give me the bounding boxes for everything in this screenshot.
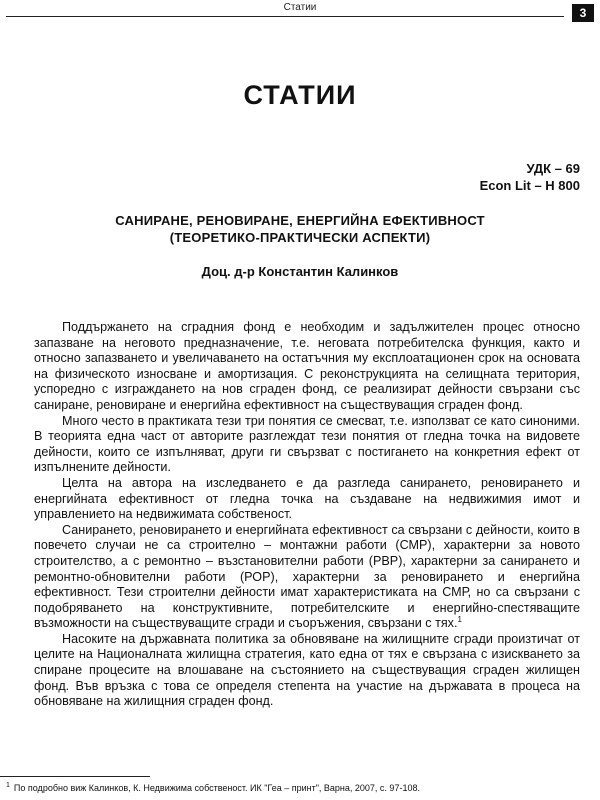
article-title-line2: (ТЕОРЕТИКО-ПРАКТИЧЕСКИ АСПЕКТИ) [169,230,431,245]
header-rule [6,16,564,17]
running-title: Статии [283,2,317,13]
author-name: Доц. д-р Константин Калинков [201,264,399,279]
section-title: СТАТИИ [243,80,357,110]
paragraph-4-text: Санирането, реновирането и енергийната ефективност са свързани с дейности, които в повечето случаи не са строително – монтажни работи (СМР), характерни за новото строителство, а с ремонтно – възстановителни работи (РВР), характерни за санирането и ремонтно-обновителни работи (РОР), характерни за реновирането и енергийна ефективност. Тези строителни дейности имат характеристиката на СМР, но са свързани с подобряването на конструктивните, потребителските и енергийно-спестяващите възможности на съществуващите сгради и съоръжения, свързани с тях. [34,522,580,631]
article-body [34,320,580,710]
article-title [40,212,560,246]
footnote-text: По подробно виж Калинков, К. Недвижима собственост. ИК "Геа – принт", Варна, 2007, с. 97-108. [13,783,420,793]
running-header [0,0,600,20]
udc-code: УДК – 69 [526,161,580,176]
econlit-code: Econ Lit – H 800 [479,178,580,193]
paragraph-4 [34,523,580,632]
page-number: 3 [572,4,594,22]
paragraph-1: Поддържането на сградния фонд е необходим и задължителен процес относно запазване на неговото предназначение, т.е. неговата потребителска функция, както и относно запазването и увеличаването на остатъчния му експлоатационен срок на основата на физическото износване и амортизация. С реконструкцията на селищната територия, успоредно с изграждането на нов сграден фонд, се реализират дейности свързани със саниране, реновиране и енергийна ефективност на съществуващия сграден фонд. [34,320,580,412]
footnote-divider [0,776,150,777]
footnote-number: 1 [6,782,10,789]
paragraph-3: Целта на автора на изследването е да разгледа санирането, реновирането и енергийната ефективност от гледна точка на създаване на недвижимия имот и управлението на недвижимата собственост. [34,475,580,522]
paragraph-5: Насоките на държавната политика за обновяване на жилищните сгради произтичат от целите на Националната жилищна стратегия, като една от тях е свързана с изискването за спиране процесите на влошаване на състоянието на съществуващия сграден жилищен фонд. Във връзка с това се определя степента на участие на държавата в процеса на обновяване на жилищния сграден фонд. [34,631,580,709]
article-title-line1: САНИРАНЕ, РЕНОВИРАНЕ, ЕНЕРГИЙНА ЕФЕКТИВНОСТ [115,213,485,228]
classification-codes [480,160,580,194]
paragraph-2: Много често в практиката тези три понятия се смесват, т.е. използват се като синоними. В теорията една част от авторите разглеждат тези понятия от гледна точка на видовете дейности, които се изпълняват, други ги свързват с постигането на конкретния ефект от изпълнените дейности. [34,413,580,475]
footnote [6,780,596,794]
footnote-reference[interactable]: 1 [457,615,462,625]
